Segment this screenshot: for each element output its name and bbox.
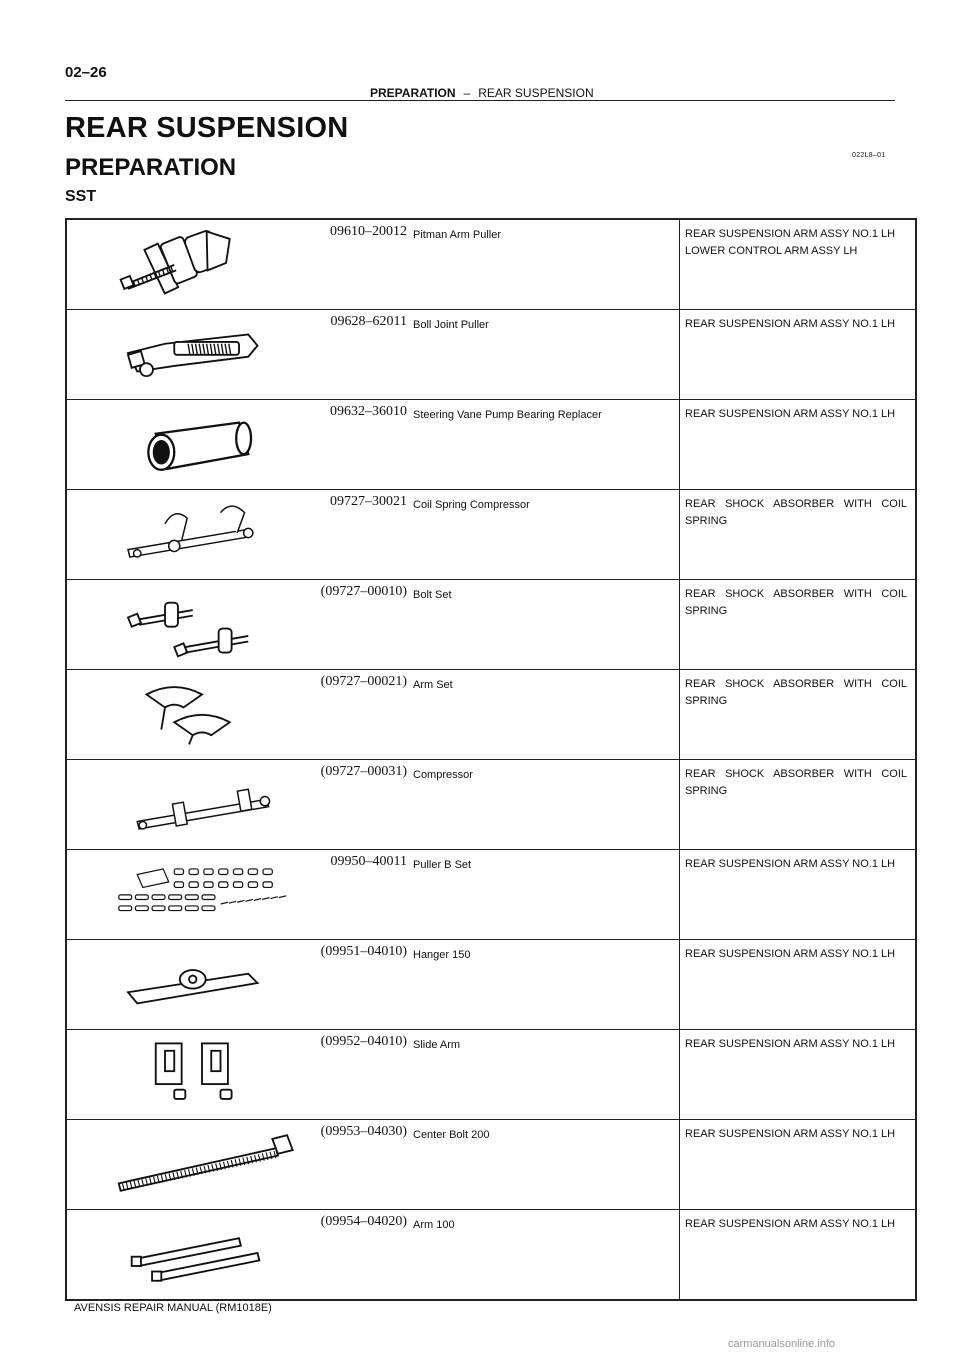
tool-usage-cell [680,490,917,580]
table-row [66,1030,916,1120]
bolt-set-icon [107,586,297,660]
table-row [66,670,916,760]
tool-usage-cell [680,219,917,310]
tool-usage: REAR SUSPENSION ARM ASSY NO.1 LH [685,1128,896,1140]
tool-illustration-cell [66,310,409,400]
tool-usage-cell [680,1120,917,1210]
header-subsection: REAR SUSPENSION [478,86,594,100]
tool-name: Coil Spring Compressor [409,490,680,580]
part-number: (09954–04020) [320,1214,407,1229]
tool-usage: REAR SHOCK ABSORBER WITH COIL SPRING [685,678,907,707]
sst-table [65,218,917,1301]
table-row [66,760,916,850]
tool-name: Boll Joint Puller [409,310,680,400]
hanger-icon [107,946,297,1020]
part-number: (09727–00021) [320,674,407,689]
part-number: 09727–30021 [330,494,407,509]
part-number: (09727–00031) [320,764,407,779]
arm-set-icon [107,676,297,750]
part-number: (09953–04030) [320,1124,407,1139]
header-section: PREPARATION [370,86,456,100]
header-separator: – [463,86,471,100]
tool-illustration-cell [66,1210,409,1301]
watermark[interactable]: carmanualsonline.info [728,1338,836,1350]
pitman-arm-puller-icon [107,226,297,300]
table-row [66,490,916,580]
tool-usage: REAR SUSPENSION ARM ASSY NO.1 LH [685,858,896,870]
part-number: 09950–40011 [330,854,407,869]
page-number: 02–26 [65,64,107,81]
tool-usage: LOWER CONTROL ARM ASSY LH [685,245,858,257]
tool-name: Slide Arm [409,1030,680,1120]
table-row [66,310,916,400]
table-row [66,1120,916,1210]
tool-name: Center Bolt 200 [409,1120,680,1210]
tool-usage-cell [680,1030,917,1120]
table-heading: SST [65,188,97,205]
running-header [370,86,594,100]
tool-name: Pitman Arm Puller [409,219,680,310]
tool-name: Hanger 150 [409,940,680,1030]
tool-usage: REAR SUSPENSION ARM ASSY NO.1 LH [685,1038,896,1050]
tool-usage-cell [680,1210,917,1301]
tool-name: Bolt Set [409,580,680,670]
tool-illustration-cell [66,850,409,940]
slide-arm-icon [107,1036,297,1110]
footer: AVENSIS REPAIR MANUAL (RM1018E) [74,1302,272,1314]
tool-name: Arm Set [409,670,680,760]
tool-usage-cell [680,760,917,850]
part-number: 09632–36010 [330,404,407,419]
part-number: (09727–00010) [320,584,407,599]
compressor-icon [107,766,297,840]
tool-usage: REAR SHOCK ABSORBER WITH COIL SPRING [685,588,907,617]
tool-usage: REAR SUSPENSION ARM ASSY NO.1 LH [685,408,896,420]
table-row [66,400,916,490]
tool-illustration-cell [66,1030,409,1120]
part-number: (09952–04010) [320,1034,407,1049]
center-bolt-icon [107,1126,297,1200]
puller-b-set-icon [107,856,297,930]
part-number: (09951–04010) [320,944,407,959]
tool-usage-cell [680,940,917,1030]
tool-name: Arm 100 [409,1210,680,1301]
tool-usage-cell [680,850,917,940]
tool-usage-cell [680,400,917,490]
table-row [66,1210,916,1301]
tool-name: Steering Vane Pump Bearing Replacer [409,400,680,490]
tool-illustration-cell [66,670,409,760]
bearing-replacer-icon [107,406,297,480]
table-row [66,940,916,1030]
ball-joint-puller-icon [107,316,297,390]
table-row [66,219,916,310]
page-title: REAR SUSPENSION [65,112,349,144]
header-rule [65,100,895,101]
tool-usage: REAR SHOCK ABSORBER WITH COIL SPRING [685,768,907,797]
tool-name: Compressor [409,760,680,850]
tool-illustration-cell [66,400,409,490]
tool-usage: REAR SUSPENSION ARM ASSY NO.1 LH [685,1218,896,1230]
table-row [66,580,916,670]
tool-illustration-cell [66,940,409,1030]
coil-spring-compressor-icon [107,496,297,570]
tool-illustration-cell [66,760,409,850]
table-row [66,850,916,940]
arm-100-icon [107,1216,297,1290]
tool-usage: REAR SUSPENSION ARM ASSY NO.1 LH [685,228,896,240]
part-number: 09628–62011 [330,314,407,329]
tool-usage: REAR SHOCK ABSORBER WITH COIL SPRING [685,498,907,527]
tool-illustration-cell [66,580,409,670]
tool-name: Puller B Set [409,850,680,940]
section-title: PREPARATION [65,154,237,181]
tool-illustration-cell [66,490,409,580]
part-number: 09610–20012 [330,224,407,239]
tool-usage-cell [680,670,917,760]
tool-usage: REAR SUSPENSION ARM ASSY NO.1 LH [685,318,896,330]
tool-usage-cell [680,310,917,400]
tool-illustration-cell [66,1120,409,1210]
tool-usage-cell [680,580,917,670]
tool-usage: REAR SUSPENSION ARM ASSY NO.1 LH [685,948,896,960]
reference-code: 022L8–01 [852,152,886,159]
tool-illustration-cell [66,219,409,310]
